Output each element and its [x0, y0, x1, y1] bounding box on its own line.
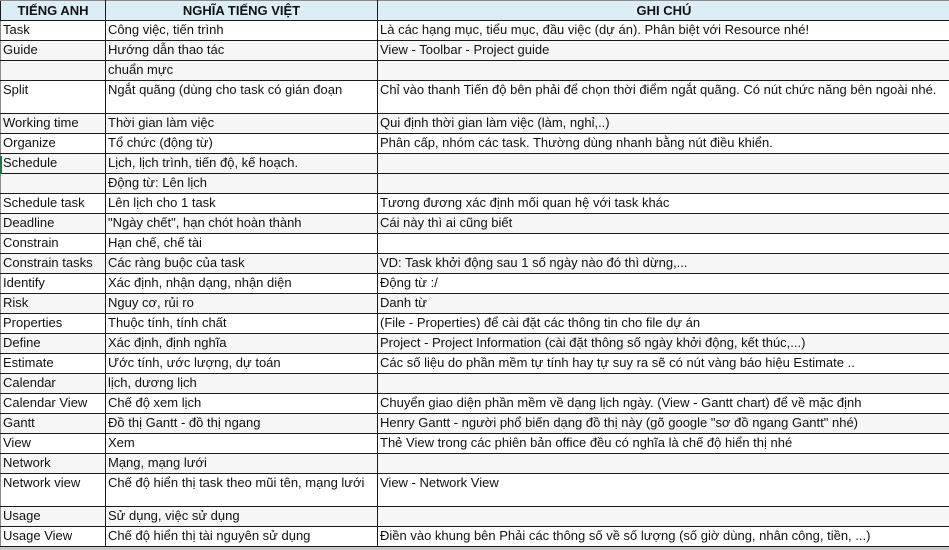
cell-vietnamese[interactable]: Thuộc tính, tính chất [106, 314, 378, 334]
cell-vietnamese[interactable]: Lịch, lịch trình, tiến độ, kế hoạch. [106, 154, 378, 174]
header-english[interactable]: TIẾNG ANH [1, 1, 106, 21]
table-row [1, 41, 949, 61]
cell-note[interactable]: Henry Gantt - người phổ biến dạng đồ thị này (gõ google "sơ đồ ngang Gantt" nhé) [378, 414, 949, 434]
cell-english[interactable]: Properties [1, 314, 106, 334]
table-row [1, 434, 949, 454]
cell-note[interactable] [378, 454, 949, 474]
table-row [1, 134, 949, 154]
cell-english[interactable]: Calendar [1, 374, 106, 394]
cell-vietnamese[interactable]: Xem [106, 434, 378, 454]
cell-note[interactable]: View - Toolbar - Project guide [378, 41, 949, 61]
cell-english[interactable]: Identify [1, 274, 106, 294]
cell-english[interactable]: Network view [1, 474, 106, 507]
table-row [1, 194, 949, 214]
table-row [1, 474, 949, 507]
cell-note[interactable]: Động từ :/ [378, 274, 949, 294]
cell-note[interactable]: Chỉ vào thanh Tiến độ bên phải để chọn thời điểm ngắt quãng. Có nút chức năng bên ngoài nhé. [378, 81, 949, 114]
cell-english[interactable]: Network [1, 454, 106, 474]
cell-english[interactable]: Define [1, 334, 106, 354]
cell-vietnamese[interactable]: Mạng, mạng lưới [106, 454, 378, 474]
cell-english[interactable] [1, 61, 106, 81]
cell-vietnamese[interactable]: Thời gian làm việc [106, 114, 378, 134]
cell-vietnamese[interactable]: Chế độ xem lịch [106, 394, 378, 414]
cell-vietnamese[interactable]: Xác định, nhận dạng, nhận diện [106, 274, 378, 294]
cell-vietnamese[interactable]: chuẩn mực [106, 61, 378, 81]
cell-note[interactable]: (File - Properties) để cài đặt các thông tin cho file dự án [378, 314, 949, 334]
cell-english[interactable]: Risk [1, 294, 106, 314]
cell-note[interactable]: Qui định thời gian làm việc (làm, nghỉ,..) [378, 114, 949, 134]
cell-note[interactable] [378, 61, 949, 81]
cell-vietnamese[interactable]: Sử dụng, việc sử dụng [106, 507, 378, 527]
table-row [1, 374, 949, 394]
table-row [1, 414, 949, 434]
cell-english[interactable]: Calendar View [1, 394, 106, 414]
table-row [1, 254, 949, 274]
cell-vietnamese[interactable]: Chế độ hiển thị task theo mũi tên, mạng lưới [106, 474, 378, 507]
row-selection-indicator [0, 156, 2, 174]
table-row [1, 114, 949, 134]
cell-note[interactable]: Danh từ [378, 294, 949, 314]
cell-english[interactable]: Constrain tasks [1, 254, 106, 274]
cell-english[interactable]: Split [1, 81, 106, 114]
cell-vietnamese[interactable]: Lên lịch cho 1 task [106, 194, 378, 214]
cell-vietnamese[interactable]: "Ngày chết", hạn chót hoàn thành [106, 214, 378, 234]
cell-english[interactable]: Guide [1, 41, 106, 61]
cell-note[interactable] [378, 174, 949, 194]
table-row [1, 294, 949, 314]
cell-english[interactable]: Working time [1, 114, 106, 134]
header-row [1, 1, 949, 21]
table-row [1, 454, 949, 474]
cell-english[interactable]: View [1, 434, 106, 454]
cell-vietnamese[interactable]: Chế độ hiển thị tài nguyên sử dụng [106, 527, 378, 547]
cell-vietnamese[interactable]: Công việc, tiến trình [106, 21, 378, 41]
cell-note[interactable]: Tương đương xác định mối quan hệ với task khác [378, 194, 949, 214]
cell-note[interactable]: Thẻ View trong các phiên bản office đều có nghĩa là chế độ hiển thị nhé [378, 434, 949, 454]
cell-vietnamese[interactable]: Động từ: Lên lịch [106, 174, 378, 194]
cell-note[interactable] [378, 374, 949, 394]
cell-vietnamese[interactable]: lịch, dương lịch [106, 374, 378, 394]
cell-note[interactable] [378, 507, 949, 527]
cell-english[interactable]: Gantt [1, 414, 106, 434]
table-row [1, 154, 949, 174]
cell-english[interactable]: Schedule [1, 154, 106, 174]
cell-note[interactable]: Project - Project Information (cài đặt thông số ngày khởi động, kết thúc,...) [378, 334, 949, 354]
cell-english[interactable]: Deadline [1, 214, 106, 234]
table-row [1, 274, 949, 294]
cell-english[interactable]: Organize [1, 134, 106, 154]
cell-note[interactable]: View - Network View [378, 474, 949, 507]
table-row [1, 334, 949, 354]
table-row [1, 21, 949, 41]
cell-vietnamese[interactable]: Nguy cơ, rủi ro [106, 294, 378, 314]
table-row [1, 61, 949, 81]
cell-note[interactable]: Các số liệu do phần mềm tự tính hay tự suy ra sẽ có nút vàng báo hiệu Estimate .. [378, 354, 949, 374]
table-row [1, 394, 949, 414]
table-row [1, 234, 949, 254]
cell-english[interactable] [1, 174, 106, 194]
cell-vietnamese[interactable]: Hướng dẫn thao tác [106, 41, 378, 61]
cell-vietnamese[interactable]: Các ràng buộc của task [106, 254, 378, 274]
table-row [1, 527, 949, 547]
cell-english[interactable]: Schedule task [1, 194, 106, 214]
cell-note[interactable]: Chuyển giao diện phần mềm về dạng lịch ngày. (View - Gantt chart) để về mặc định [378, 394, 949, 414]
cell-note[interactable]: Điền vào khung bên Phải các thông số về số lượng (số giờ dùng, nhân công, tiền, ...) [378, 527, 949, 547]
table-row [1, 314, 949, 334]
cell-english[interactable]: Constrain [1, 234, 106, 254]
cell-english[interactable]: Estimate [1, 354, 106, 374]
cell-vietnamese[interactable]: Đồ thị Gantt - đồ thị ngang [106, 414, 378, 434]
table-row [1, 214, 949, 234]
cell-note[interactable] [378, 234, 949, 254]
cell-vietnamese[interactable]: Ngắt quãng (dùng cho task có gián đoạn [106, 81, 378, 114]
cell-note[interactable]: VD: Task khởi động sau 1 số ngày nào đó thì dừng,... [378, 254, 949, 274]
header-notes[interactable]: GHI CHÚ [378, 1, 949, 21]
table-row [1, 507, 949, 527]
table-row [1, 81, 949, 114]
cell-vietnamese[interactable]: Ước tính, ước lượng, dự toán [106, 354, 378, 374]
cell-vietnamese[interactable]: Tổ chức (động từ) [106, 134, 378, 154]
cell-vietnamese[interactable]: Xác định, định nghĩa [106, 334, 378, 354]
cell-note[interactable]: Là các hạng mục, tiểu mục, đầu việc (dự án). Phân biệt với Resource nhé! [378, 21, 949, 41]
cell-english[interactable]: Task [1, 21, 106, 41]
cell-note[interactable]: Cái này thì ai cũng biết [378, 214, 949, 234]
cell-note[interactable]: Phân cấp, nhóm các task. Thường dùng nhanh bằng nút điều khiển. [378, 134, 949, 154]
table-row [1, 174, 949, 194]
header-vietnamese[interactable]: NGHĨA TIẾNG VIỆT [106, 1, 378, 21]
cell-english[interactable]: Usage View [1, 527, 106, 547]
cell-note[interactable] [378, 154, 949, 174]
table-row [1, 354, 949, 374]
cell-vietnamese[interactable]: Hạn chế, chế tài [106, 234, 378, 254]
cell-english[interactable]: Usage [1, 507, 106, 527]
